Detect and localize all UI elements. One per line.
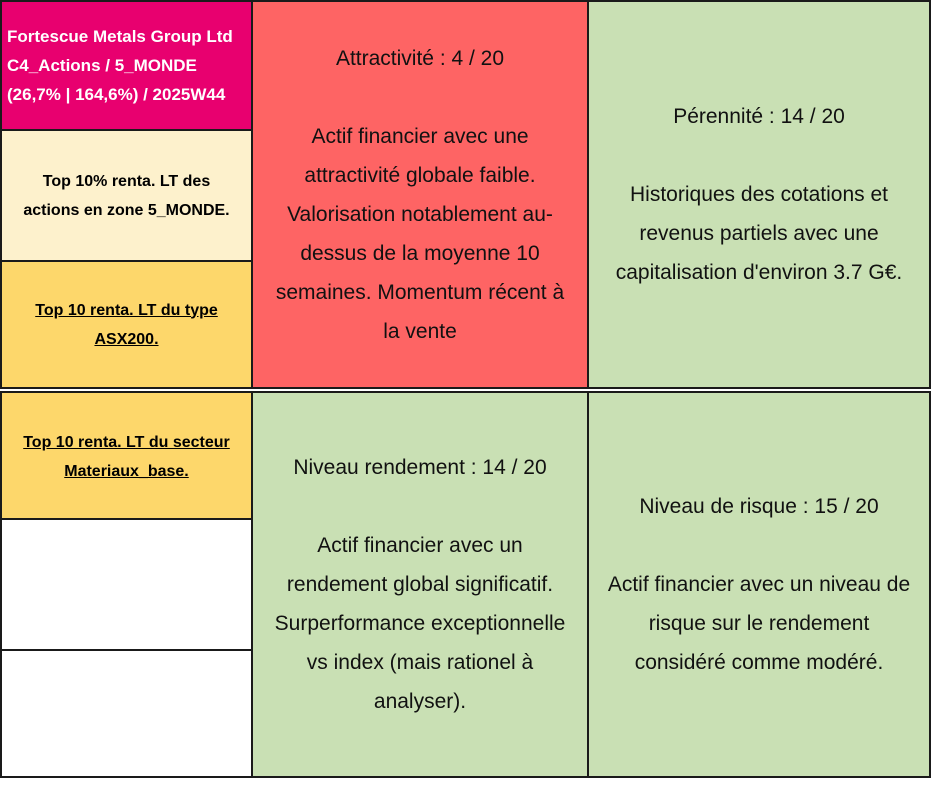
attractivite-line: Actif financier avec une <box>311 124 529 148</box>
rendement-line: analyser). <box>373 690 467 713</box>
empty-cell-1 <box>0 518 253 651</box>
asset-stats: (26,7% | 164,6%) / 2025W44 <box>7 85 226 104</box>
empty-cell-2 <box>0 649 253 778</box>
top-percent-line2: actions en zone 5_MONDE. <box>23 201 230 219</box>
rendement-line: vs index (mais rationel à <box>306 651 534 674</box>
attractivite-line: Valorisation notablement au- <box>287 202 553 226</box>
top-sector-line2[interactable]: Materiaux_base. <box>64 463 189 480</box>
top-type-line1[interactable]: Top 10 renta. LT du type <box>35 301 218 319</box>
risque-line: Actif financier avec un niveau de <box>607 573 911 596</box>
top-type-badge[interactable] <box>0 260 253 389</box>
rendement-card <box>251 391 589 778</box>
risque-title: Niveau de risque : 15 / 20 <box>639 495 879 518</box>
rendement-title: Niveau rendement : 14 / 20 <box>293 456 547 479</box>
perennite-line: capitalisation d'environ 3.7 G€. <box>615 261 903 284</box>
attractivite-line: semaines. Momentum récent à <box>275 280 565 304</box>
risque-card <box>587 391 931 778</box>
risque-line: considéré comme modéré. <box>634 651 884 674</box>
asset-header <box>0 0 253 131</box>
asset-category: C4_Actions / 5_MONDE <box>7 56 197 75</box>
perennite-title: Pérennité : 14 / 20 <box>673 105 845 128</box>
top-percent-badge <box>0 129 253 262</box>
attractivite-card <box>251 0 589 389</box>
rendement-line: Surperformance exceptionnelle <box>274 612 566 635</box>
top-sector-line1[interactable]: Top 10 renta. LT du secteur <box>23 434 230 451</box>
attractivite-line: la vente <box>383 319 457 343</box>
perennite-line: Historiques des cotations et <box>630 183 888 206</box>
attractivite-line: dessus de la moyenne 10 <box>300 241 540 265</box>
company-name: Fortescue Metals Group Ltd <box>7 27 233 46</box>
perennite-line: revenus partiels avec une <box>639 222 879 245</box>
top-sector-badge[interactable] <box>0 391 253 520</box>
top-percent-line1: Top 10% renta. LT des <box>42 172 211 190</box>
rendement-line: Actif financier avec un <box>317 534 523 557</box>
rendement-line: rendement global significatif. <box>286 573 554 596</box>
top-type-line2[interactable]: ASX200. <box>94 330 159 348</box>
attractivite-line: attractivité globale faible. <box>304 163 536 187</box>
perennite-card <box>587 0 931 389</box>
risque-line: risque sur le rendement <box>648 612 870 635</box>
attractivite-title: Attractivité : 4 / 20 <box>335 46 505 70</box>
